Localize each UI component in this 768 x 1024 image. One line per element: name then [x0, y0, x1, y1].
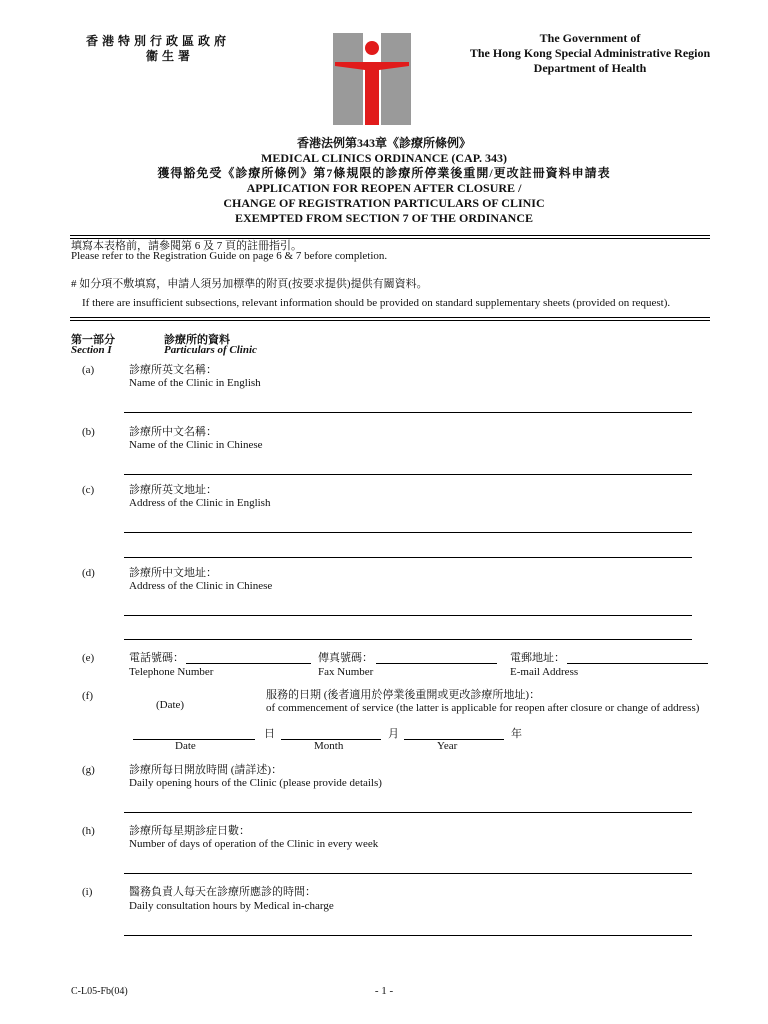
item-h-label-zh: 診療所每星期診症日數：	[129, 825, 250, 837]
item-c-label-zh: 診療所英文地址：	[129, 484, 217, 496]
day-label-zh: 日	[264, 728, 275, 740]
item-a-label-en: Name of the Clinic in English	[129, 377, 261, 389]
item-f-date-label: (Date)	[156, 699, 185, 711]
title-line6: EXEMPTED FROM SECTION 7 OF THE ORDINANCE	[234, 211, 534, 225]
dept-name-en-line3: Department of Health	[533, 61, 647, 75]
item-f-label-zh: 服務的日期 (後者適用於停業後重開或更改診療所地址)：	[266, 689, 541, 701]
clinic-address-en-field-1[interactable]	[124, 532, 692, 533]
item-d-label-zh: 診療所中文地址：	[129, 567, 217, 579]
item-a-label-zh: 診療所英文名稱：	[129, 364, 217, 376]
title-line5: CHANGE OF REGISTRATION PARTICULARS OF CLINIC	[223, 196, 545, 210]
item-c-key: (c)	[82, 484, 95, 496]
month-label-zh: 月	[388, 728, 399, 740]
item-g-key: (g)	[82, 764, 95, 776]
item-i-label-zh: 醫務負責人每天在診療所應診的時間：	[129, 886, 316, 898]
fax-field[interactable]	[376, 663, 497, 664]
clinic-name-en-field[interactable]	[124, 412, 692, 413]
divider-mid-2	[70, 320, 710, 321]
divider-mid-1	[70, 317, 710, 318]
email-field[interactable]	[567, 663, 708, 664]
email-label-en: E-mail Address	[510, 666, 579, 678]
page-number: - 1 -	[374, 985, 394, 997]
fax-label-en: Fax Number	[318, 666, 374, 678]
clinic-name-zh-field[interactable]	[124, 474, 692, 475]
clinic-address-zh-field-2[interactable]	[124, 639, 692, 640]
item-f-key: (f)	[82, 690, 93, 702]
item-c-label-en: Address of the Clinic in English	[129, 497, 271, 509]
department-of-health-logo	[333, 33, 411, 125]
form-code: C-L05-Fb(04)	[71, 986, 128, 997]
section-title-zh: 診療所的資料	[164, 334, 230, 346]
title-line3: 獲得豁免受《診療所條例》第7條規限的診療所停業後重開/更改註冊資料申請表	[157, 166, 611, 180]
dept-name-zh-line1: 香 港 特 別 行 政 區 政 府	[86, 34, 227, 48]
item-b-label-zh: 診療所中文名稱：	[129, 426, 217, 438]
email-label-zh: 電郵地址：	[510, 652, 565, 664]
section-number-zh: 第一部分	[71, 334, 115, 346]
logo-icon	[333, 33, 411, 125]
telephone-label-zh: 電話號碼：	[129, 652, 184, 664]
section-number-en: Section I	[71, 344, 112, 356]
item-d-label-en: Address of the Clinic in Chinese	[129, 580, 273, 592]
item-g-label-zh: 診療所每日開放時間 (請詳述)：	[129, 764, 283, 776]
title-line1: 香港法例第343章《診療所條例》	[296, 136, 471, 150]
telephone-field[interactable]	[186, 663, 311, 664]
clinic-address-en-field-2[interactable]	[124, 557, 692, 558]
month-label-en: Month	[314, 740, 344, 752]
fax-label-zh: 傳真號碼：	[318, 652, 373, 664]
dept-name-en-line1: The Government of	[539, 31, 641, 45]
divider-top-1	[70, 235, 710, 236]
supplementary-note-zh: # 如分項不敷填寫，申請人須另加標準的附頁(按要求提供)提供有關資料。	[71, 278, 428, 290]
item-a-key: (a)	[82, 364, 95, 376]
item-b-label-en: Name of the Clinic in Chinese	[129, 439, 263, 451]
item-f-label-en: of commencement of service (the latter is applicable for reopen after closure or change of address)	[266, 702, 700, 714]
year-label-en: Year	[437, 740, 458, 752]
opening-hours-field[interactable]	[124, 812, 692, 813]
item-b-key: (b)	[82, 426, 95, 438]
item-i-label-en: Daily consultation hours by Medical in-charge	[129, 900, 334, 912]
form-title	[0, 136, 768, 226]
dept-name-en-line2: The Hong Kong Special Administrative Region	[469, 46, 711, 60]
item-h-key: (h)	[82, 825, 95, 837]
title-line4: APPLICATION FOR REOPEN AFTER CLOSURE /	[246, 181, 522, 195]
guide-note-en: Please refer to the Registration Guide on page 6 & 7 before completion.	[71, 250, 388, 262]
item-h-label-en: Number of days of operation of the Clinic in every week	[129, 838, 379, 850]
telephone-label-en: Telephone Number	[129, 666, 214, 678]
title-line2: MEDICAL CLINICS ORDINANCE (CAP. 343)	[261, 151, 507, 165]
section-title-en: Particulars of Clinic	[164, 344, 257, 356]
clinic-address-zh-field-1[interactable]	[124, 615, 692, 616]
item-g-label-en: Daily opening hours of the Clinic (please provide details)	[129, 777, 382, 789]
supplementary-note-en: If there are insufficient subsections, relevant information should be provided on standard supplementary sheets (provided on request).	[82, 297, 671, 309]
item-e-key: (e)	[82, 652, 95, 664]
consultation-hours-field[interactable]	[124, 935, 692, 936]
year-label-zh: 年	[511, 728, 522, 740]
days-of-operation-field[interactable]	[124, 873, 692, 874]
day-label-en: Date	[175, 740, 196, 752]
guide-note-zh: 填寫本表格前，請參閱第 6 及 7 頁的註冊指引。	[71, 240, 302, 252]
item-d-key: (d)	[82, 567, 95, 579]
dept-name-zh-line2: 衞 生 署	[146, 49, 191, 63]
item-i-key: (i)	[82, 886, 93, 898]
